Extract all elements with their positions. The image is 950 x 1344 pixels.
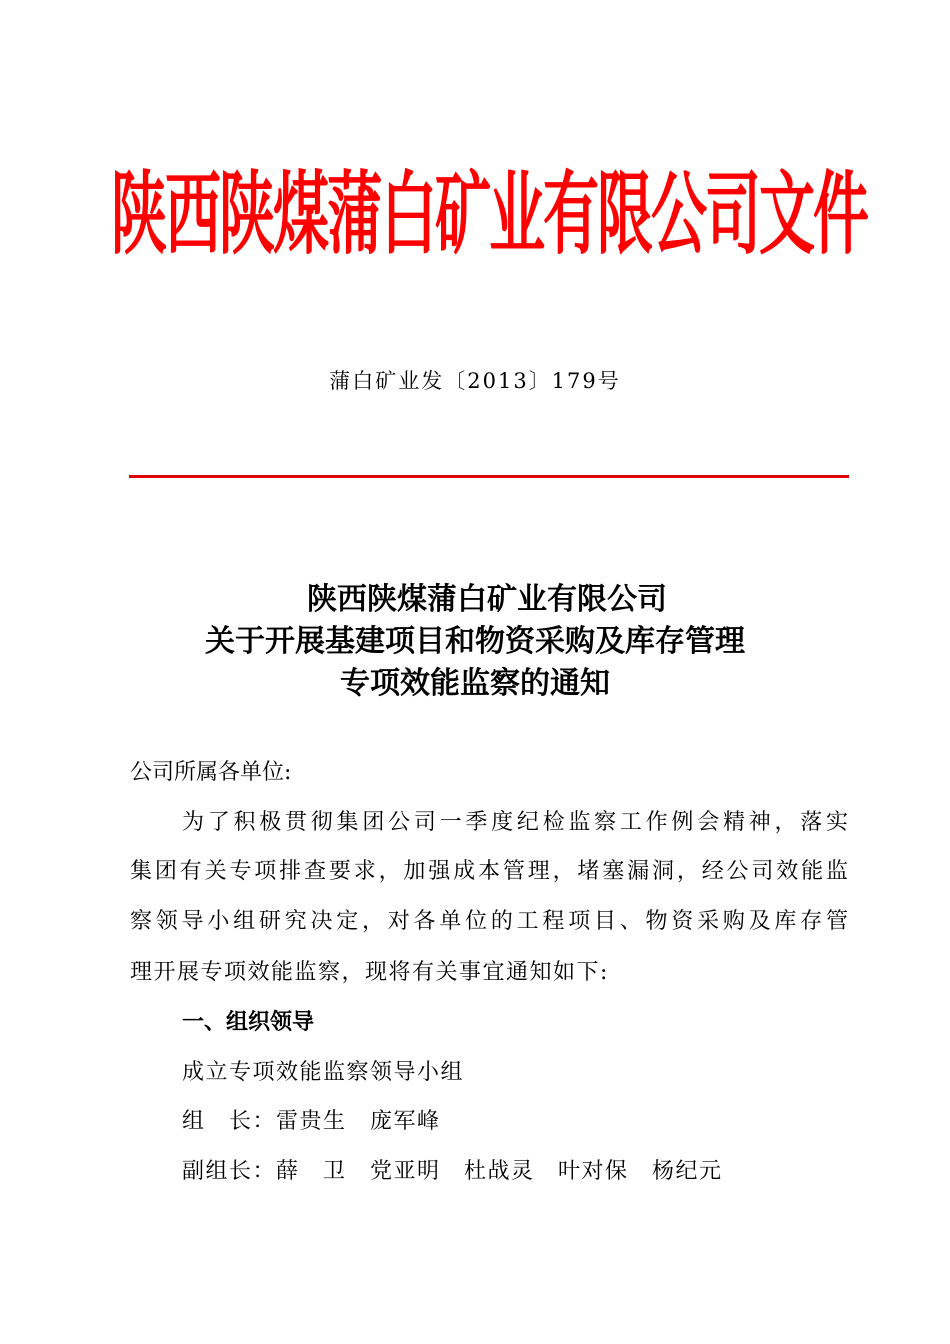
document-number: 蒲白矿业发〔2013〕179号: [329, 369, 621, 393]
paragraph-line: 为了积极贯彻集团公司一季度纪检监察工作例会精神，落实: [182, 810, 848, 835]
leader-line: 组 长：雷贵生 庞军峰: [182, 1109, 441, 1134]
title-line-2: 关于开展基建项目和物资采购及库存管理: [205, 624, 745, 659]
title-line-3: 专项效能监察的通知: [340, 666, 610, 701]
document-masthead: 陕西陕煤蒲白矿业有限公司文件: [111, 163, 867, 268]
red-divider: [129, 475, 849, 478]
section-heading: 一、组织领导: [182, 1010, 315, 1035]
paragraph-line: 理开展专项效能监察，现将有关事宜通知如下:: [130, 960, 609, 985]
salutation: 公司所属各单位:: [130, 760, 292, 785]
paragraph-line: 察领导小组研究决定，对各单位的工程项目、物资采购及库存管: [130, 909, 848, 934]
deputy-line: 副组长：薛 卫 党亚明 杜战灵 叶对保 杨纪元: [182, 1159, 723, 1184]
section-intro: 成立专项效能监察领导小组: [182, 1060, 465, 1085]
title-line-1: 陕西陕煤蒲白矿业有限公司: [307, 582, 667, 617]
paragraph-line: 集团有关专项排查要求，加强成本管理，堵塞漏洞，经公司效能监: [130, 859, 848, 884]
